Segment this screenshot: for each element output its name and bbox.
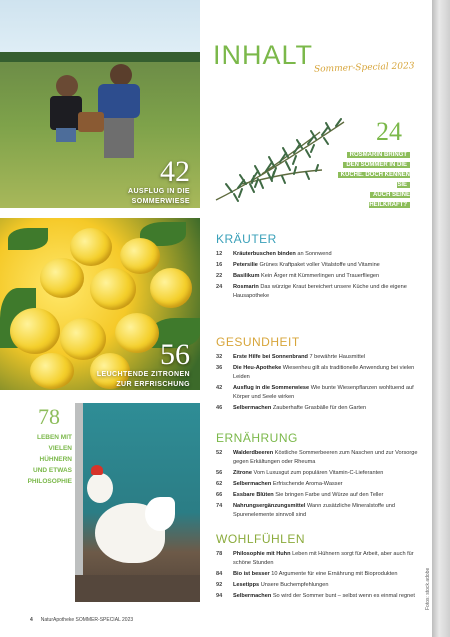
section-gesundheit	[216, 335, 426, 415]
chicken-page-number: 78	[38, 404, 60, 429]
lemons-label-line2: ZUR ERFRISCHUNG	[116, 381, 190, 388]
toc-entry[interactable]	[216, 570, 426, 579]
toc-page: 84	[216, 571, 223, 577]
toc-entry[interactable]	[216, 502, 426, 520]
toc-title: Walderdbeeren	[233, 450, 274, 456]
toc-title: Selbermachen	[233, 481, 272, 487]
toc-text: Grünes Kraftpaket voller Vitalstoffe und Vitamine	[259, 262, 380, 268]
toc-page: 78	[216, 551, 223, 557]
rosemary-line2: DEN SOMMER IN DIE	[343, 162, 410, 168]
toc-page: 24	[216, 284, 223, 290]
toc-page: 92	[216, 582, 223, 588]
toc-title: Essbare Blüten	[233, 492, 274, 498]
toc-entry[interactable]	[216, 550, 426, 568]
lemons-label-line1: LEUCHTENDE ZITRONEN	[96, 371, 190, 378]
toc-page: 46	[216, 405, 223, 411]
toc-text: Das würzige Kraut bereichert unsere Küche und die eigene Hausapotheke	[233, 284, 407, 299]
section-kraeuter	[216, 232, 426, 303]
toc-title: Rosmarin	[233, 284, 259, 290]
toc-title: Erste Hilfe bei Sonnenbrand	[233, 354, 308, 360]
toc-page: 42	[216, 385, 223, 391]
chicken-caption	[0, 432, 72, 487]
toc-entry[interactable]	[216, 384, 426, 402]
lemons-caption	[97, 340, 190, 390]
toc-text: Zauberhafte Grasbälle für den Garten	[272, 405, 367, 411]
chicken-label-line1: LEBEN MIT	[36, 434, 72, 441]
toc-title: Selbermachen	[233, 593, 272, 599]
toc-title: Ausflug in die Sommerwiese	[233, 385, 310, 391]
toc-title: Kräuterbuschen binden	[233, 251, 296, 257]
meadow-photo	[0, 0, 200, 208]
toc-text: Sie bringen Farbe und Würze auf den Teller	[275, 492, 384, 498]
toc-title: Die Heu-Apotheke	[233, 365, 282, 371]
toc-text: Unsere Buchempfehlungen	[260, 582, 329, 588]
chicken-photo	[0, 400, 200, 602]
section-ernaehrung	[216, 431, 426, 522]
toc-title: Bio ist besser	[233, 571, 270, 577]
toc-page: 52	[216, 450, 223, 456]
toc-text: Köstliche Sommerbeeren zum Naschen und zur Vorsorge gegen Erkältungen oder Rheuma	[233, 450, 418, 465]
meadow-label-line2: SOMMERWIESE	[131, 198, 190, 205]
page-title: INHALT	[213, 40, 314, 70]
section-title: GESUNDHEIT	[216, 335, 300, 349]
page-footer	[30, 617, 133, 623]
toc-text: Wann zusätzliche Mineralstoffe und Spurenelemente sinnvoll sind	[233, 503, 395, 518]
toc-text: 10 Argumente für eine Ernährung mit Bioprodukten	[271, 571, 398, 577]
toc-title: Lesetipps	[233, 582, 260, 588]
toc-entry[interactable]	[216, 592, 426, 601]
chicken-label-line4: UND ETWAS	[33, 467, 72, 474]
rosemary-line3: KÜCHE. DOCH KENNEN SIE	[338, 172, 410, 188]
toc-entry[interactable]	[216, 364, 426, 382]
toc-title: Philosophie mit Huhn	[233, 551, 291, 557]
page-subtitle: Sommer-Special 2023	[313, 61, 415, 75]
rosemary-teaser	[330, 150, 410, 210]
toc-text: Vom Luxusgut zum populären Vitamin-C-Lieferanten	[253, 470, 384, 476]
toc-entry[interactable]	[216, 480, 426, 489]
lemons-page-number: 56	[160, 338, 190, 371]
toc-title: Selbermachen	[233, 405, 272, 411]
toc-text: Erfrischende Aroma-Wasser	[272, 481, 343, 487]
toc-page: 32	[216, 354, 223, 360]
rosemary-line1: ROSMARIN BRINGT	[347, 152, 410, 158]
toc-text: Wiesenheu gilt als traditionelle Anwendung bei vielen Leiden	[233, 365, 415, 380]
toc-title: Basilikum	[233, 273, 260, 279]
toc-page: 16	[216, 262, 223, 268]
toc-entry[interactable]	[216, 491, 426, 500]
rosemary-line4: AUCH SEINE HEILKRAFT?	[369, 192, 410, 208]
footer-magazine: NaturApotheke SOMMER-SPECIAL 2023	[40, 617, 134, 623]
toc-title: Nahrungsergänzungsmittel	[233, 503, 306, 509]
chicken-label-line3: HÜHNERN	[39, 456, 72, 463]
footer-page-number: 4	[30, 617, 33, 623]
photo-credit: Fotos: stock.adobe	[425, 567, 431, 610]
section-title: WOHLFÜHLEN	[216, 532, 306, 546]
toc-entry[interactable]	[216, 404, 426, 413]
toc-text: Wie bunte Wiesenpflanzen wohltuend auf Körper und Seele wirken	[233, 385, 414, 400]
toc-entry[interactable]	[216, 272, 426, 281]
toc-entry[interactable]	[216, 449, 426, 467]
toc-page: 36	[216, 365, 223, 371]
meadow-page-number: 42	[160, 155, 190, 188]
toc-title: Zitrone	[233, 470, 252, 476]
toc-title: Petersilie	[233, 262, 258, 268]
toc-text: Leben mit Hühnern sorgt für Arbeit, aber auch für schöne Stunden	[233, 551, 414, 566]
toc-entry[interactable]	[216, 469, 426, 478]
section-wohlfuehlen	[216, 532, 426, 603]
toc-page: 12	[216, 251, 223, 257]
lemons-photo	[0, 218, 200, 390]
meadow-label-line1: AUSFLUG IN DIE	[128, 188, 190, 195]
toc-text: 7 bewährte Hausmittel	[309, 354, 366, 360]
toc-text: So wird der Sommer bunt – selbst wenn es einmal regnet	[272, 593, 415, 599]
chicken-image	[75, 403, 200, 602]
toc-page: 66	[216, 492, 223, 498]
toc-page: 56	[216, 470, 223, 476]
chicken-label-line2: VIELEN	[48, 445, 72, 452]
toc-text: Kein Ärger mit Kümmerlingen und Trauerfliegen	[261, 273, 380, 279]
meadow-caption	[128, 157, 190, 207]
toc-entry[interactable]	[216, 283, 426, 301]
toc-entry[interactable]	[216, 261, 426, 270]
page-spine	[432, 0, 450, 637]
toc-text: an Sonnwend	[297, 251, 332, 257]
toc-entry[interactable]	[216, 581, 426, 590]
toc-page: 94	[216, 593, 223, 599]
toc-page: 62	[216, 481, 223, 487]
toc-entry[interactable]	[216, 250, 426, 259]
section-title: KRÄUTER	[216, 232, 277, 246]
toc-entry[interactable]	[216, 353, 426, 362]
toc-page: 74	[216, 503, 223, 509]
rosemary-page-number: 24	[376, 117, 402, 146]
section-title: ERNÄHRUNG	[216, 431, 298, 445]
chicken-label-line5: PHILOSOPHIE	[27, 478, 72, 485]
toc-page: 22	[216, 273, 223, 279]
